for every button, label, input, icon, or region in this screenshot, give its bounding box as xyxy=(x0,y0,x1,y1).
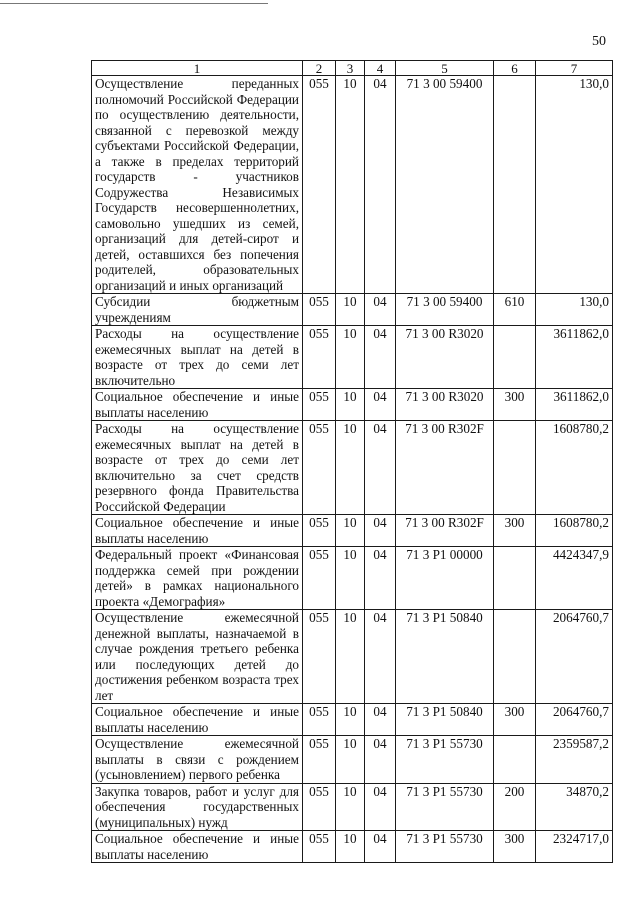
expense-type-cell: 300 xyxy=(494,704,536,736)
column-header: 3 xyxy=(336,61,365,76)
header-row xyxy=(92,61,613,76)
expense-type-cell xyxy=(494,421,536,515)
section-cell: 10 xyxy=(336,547,365,610)
column-header: 5 xyxy=(396,61,494,76)
table-row xyxy=(92,783,613,831)
subsection-cell: 04 xyxy=(365,389,396,421)
expense-type-cell: 200 xyxy=(494,783,536,831)
column-header: 1 xyxy=(92,61,303,76)
section-cell: 10 xyxy=(336,783,365,831)
table-row xyxy=(92,389,613,421)
target-article-cell: 71 3 P1 55730 xyxy=(396,783,494,831)
amount-cell: 2064760,7 xyxy=(536,704,613,736)
admin-code-cell: 055 xyxy=(303,389,336,421)
subsection-cell: 04 xyxy=(365,704,396,736)
section-cell: 10 xyxy=(336,515,365,547)
expense-type-cell xyxy=(494,326,536,389)
subsection-cell: 04 xyxy=(365,76,396,294)
row-name-cell: Субсидии бюджетным учреждениям xyxy=(92,294,303,326)
target-article-cell: 71 3 P1 50840 xyxy=(396,704,494,736)
subsection-cell: 04 xyxy=(365,515,396,547)
row-name-cell: Федеральный проект «Финансовая поддержка семей при рождении детей» в рамках национального проекта «Демография» xyxy=(92,547,303,610)
subsection-cell: 04 xyxy=(365,547,396,610)
section-cell: 10 xyxy=(336,704,365,736)
target-article-cell: 71 3 00 R302F xyxy=(396,515,494,547)
column-header: 7 xyxy=(536,61,613,76)
column-header: 6 xyxy=(494,61,536,76)
admin-code-cell: 055 xyxy=(303,783,336,831)
table-row xyxy=(92,421,613,515)
subsection-cell: 04 xyxy=(365,831,396,863)
target-article-cell: 71 3 P1 00000 xyxy=(396,547,494,610)
table-row xyxy=(92,736,613,784)
subsection-cell: 04 xyxy=(365,421,396,515)
admin-code-cell: 055 xyxy=(303,515,336,547)
expense-type-cell: 300 xyxy=(494,389,536,421)
row-name-cell: Социальное обеспечение и иные выплаты населению xyxy=(92,831,303,863)
target-article-cell: 71 3 P1 55730 xyxy=(396,831,494,863)
section-cell: 10 xyxy=(336,389,365,421)
section-cell: 10 xyxy=(336,736,365,784)
target-article-cell: 71 3 P1 50840 xyxy=(396,610,494,704)
row-name-cell: Расходы на осуществление ежемесячных выплат на детей в возрасте от трех до семи лет включительно за счет средств резервного фонда Правительства Российской Федерации xyxy=(92,421,303,515)
section-cell: 10 xyxy=(336,831,365,863)
admin-code-cell: 055 xyxy=(303,76,336,294)
table-row xyxy=(92,610,613,704)
table-row xyxy=(92,515,613,547)
row-name-cell: Осуществление переданных полномочий Российской Федерации по осуществлению деятельности, связанной с перевозкой между субъектами Российской Федерации, а также в пределах территорий государств - участников Содружества Независимых Государств несовершеннолетних, самовольно ушедших из семей, организаций для детей-сирот и детей, оставшихся без попечения родителей, образовательных организаций и иных организаций xyxy=(92,76,303,294)
section-cell: 10 xyxy=(336,421,365,515)
expense-type-cell xyxy=(494,547,536,610)
subsection-cell: 04 xyxy=(365,610,396,704)
table-row xyxy=(92,704,613,736)
amount-cell: 130,0 xyxy=(536,76,613,294)
admin-code-cell: 055 xyxy=(303,831,336,863)
row-name-cell: Социальное обеспечение и иные выплаты населению xyxy=(92,704,303,736)
amount-cell: 34870,2 xyxy=(536,783,613,831)
table-row xyxy=(92,294,613,326)
target-article-cell: 71 3 00 R3020 xyxy=(396,389,494,421)
page-number: 50 xyxy=(592,34,606,49)
expense-type-cell: 300 xyxy=(494,831,536,863)
target-article-cell: 71 3 00 59400 xyxy=(396,294,494,326)
row-name-cell: Социальное обеспечение и иные выплаты населению xyxy=(92,515,303,547)
amount-cell: 1608780,2 xyxy=(536,421,613,515)
row-name-cell: Социальное обеспечение и иные выплаты населению xyxy=(92,389,303,421)
amount-cell: 2064760,7 xyxy=(536,610,613,704)
section-cell: 10 xyxy=(336,610,365,704)
table-row xyxy=(92,547,613,610)
admin-code-cell: 055 xyxy=(303,421,336,515)
admin-code-cell: 055 xyxy=(303,326,336,389)
expense-type-cell: 300 xyxy=(494,515,536,547)
subsection-cell: 04 xyxy=(365,326,396,389)
section-cell: 10 xyxy=(336,76,365,294)
admin-code-cell: 055 xyxy=(303,547,336,610)
table-row xyxy=(92,76,613,294)
section-cell: 10 xyxy=(336,326,365,389)
expense-type-cell xyxy=(494,610,536,704)
expense-type-cell xyxy=(494,76,536,294)
target-article-cell: 71 3 00 59400 xyxy=(396,76,494,294)
table-row xyxy=(92,831,613,863)
expense-type-cell xyxy=(494,736,536,784)
table-row xyxy=(92,326,613,389)
target-article-cell: 71 3 00 R302F xyxy=(396,421,494,515)
row-name-cell: Закупка товаров, работ и услуг для обеспечения государственных (муниципальных) нужд xyxy=(92,783,303,831)
column-header: 2 xyxy=(303,61,336,76)
row-name-cell: Расходы на осуществление ежемесячных выплат на детей в возрасте от трех до семи лет включительно xyxy=(92,326,303,389)
admin-code-cell: 055 xyxy=(303,704,336,736)
amount-cell: 3611862,0 xyxy=(536,326,613,389)
amount-cell: 4424347,9 xyxy=(536,547,613,610)
admin-code-cell: 055 xyxy=(303,294,336,326)
column-header: 4 xyxy=(365,61,396,76)
amount-cell: 3611862,0 xyxy=(536,389,613,421)
amount-cell: 2324717,0 xyxy=(536,831,613,863)
admin-code-cell: 055 xyxy=(303,610,336,704)
admin-code-cell: 055 xyxy=(303,736,336,784)
amount-cell: 1608780,2 xyxy=(536,515,613,547)
row-name-cell: Осуществление ежемесячной выплаты в связи с рождением (усыновлением) первого ребенка xyxy=(92,736,303,784)
expense-type-cell: 610 xyxy=(494,294,536,326)
subsection-cell: 04 xyxy=(365,736,396,784)
row-name-cell: Осуществление ежемесячной денежной выплаты, назначаемой в случае рождения третьего ребенка или последующих детей до достижения ребенком возраста трех лет xyxy=(92,610,303,704)
subsection-cell: 04 xyxy=(365,783,396,831)
top-rule xyxy=(0,3,268,4)
amount-cell: 2359587,2 xyxy=(536,736,613,784)
subsection-cell: 04 xyxy=(365,294,396,326)
section-cell: 10 xyxy=(336,294,365,326)
target-article-cell: 71 3 P1 55730 xyxy=(396,736,494,784)
target-article-cell: 71 3 00 R3020 xyxy=(396,326,494,389)
amount-cell: 130,0 xyxy=(536,294,613,326)
budget-table xyxy=(91,60,613,863)
